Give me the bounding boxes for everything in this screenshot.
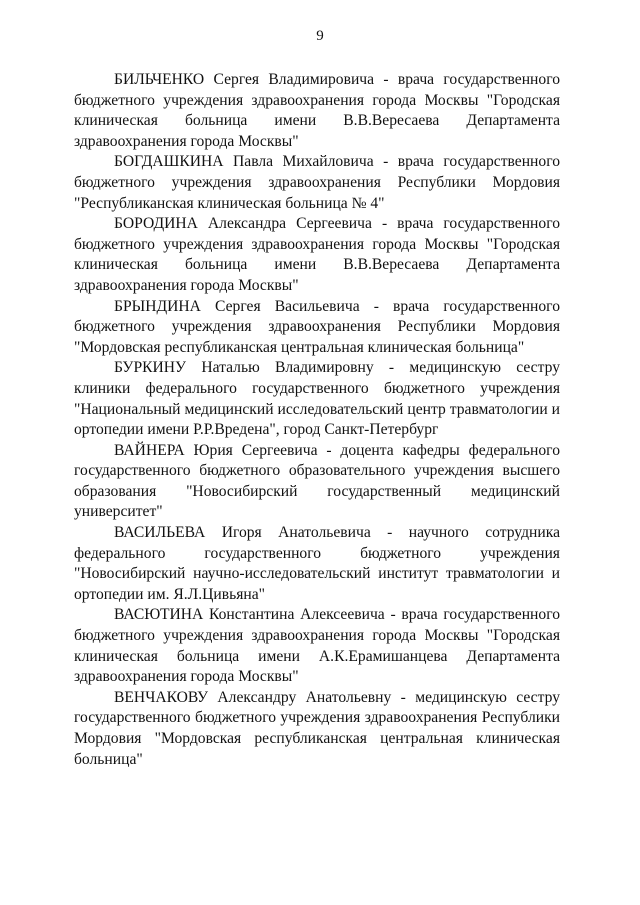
list-item: ВЕНЧАКОВУ Александру Анатольевну - медицинскую сестру государственного бюджетного учреждения здравоохранения Республики Мордовия "Мордовская республиканская центральная клиническая больница" bbox=[74, 688, 560, 768]
list-item: БРЫНДИНА Сергея Васильевича - врача государственного бюджетного учреждения здравоохранения Республики Мордовия "Мордовская республиканская центральная клиническая больница" bbox=[74, 297, 560, 356]
list-item: ВАСИЛЬЕВА Игоря Анатольевича - научного сотрудника федерального государственного бюджетного учреждения "Новосибирский научно-исследовательский институт травматологии и ортопедии им. Я.Л.Цивьяна" bbox=[74, 524, 560, 603]
page-number: 9 bbox=[316, 28, 324, 44]
award-list bbox=[74, 70, 560, 770]
list-item: ВАЙНЕРА Юрия Сергеевича - доцента кафедры федерального государственного бюджетного образовательного учреждения высшего образования "Новосибирский государственный медицинский университет" bbox=[74, 441, 560, 521]
list-item: ВАСЮТИНА Константина Алексеевича - врача государственного бюджетного учреждения здравоохранения города Москвы "Городская клиническая больница имени А.К.Ерамишанцева Департамента здравоохранения города Москвы" bbox=[74, 606, 560, 686]
list-item: БУРКИНУ Наталью Владимировну - медицинскую сестру клиники федерального государственного бюджетного учреждения "Национальный медицинский исследовательский центр травматологии и ортопедии имени Р.Р.Вредена", город Санкт-Петербург bbox=[74, 359, 560, 439]
list-item: БИЛЬЧЕНКО Сергея Владимировича - врача государственного бюджетного учреждения здравоохранения города Москвы "Городская клиническая больница имени В.В.Вересаева Департамента здравоохранения города Москвы" bbox=[74, 71, 560, 150]
list-item: БОРОДИНА Александра Сергеевича - врача государственного бюджетного учреждения здравоохранения города Москвы "Городская клиническая больница имени В.В.Вересаева Департамента здравоохранения города Москвы" bbox=[74, 215, 560, 294]
list-item: БОГДАШКИНА Павла Михайловича - врача государственного бюджетного учреждения здравоохранения Республики Мордовия "Республиканская клиническая больница № 4" bbox=[74, 153, 560, 212]
